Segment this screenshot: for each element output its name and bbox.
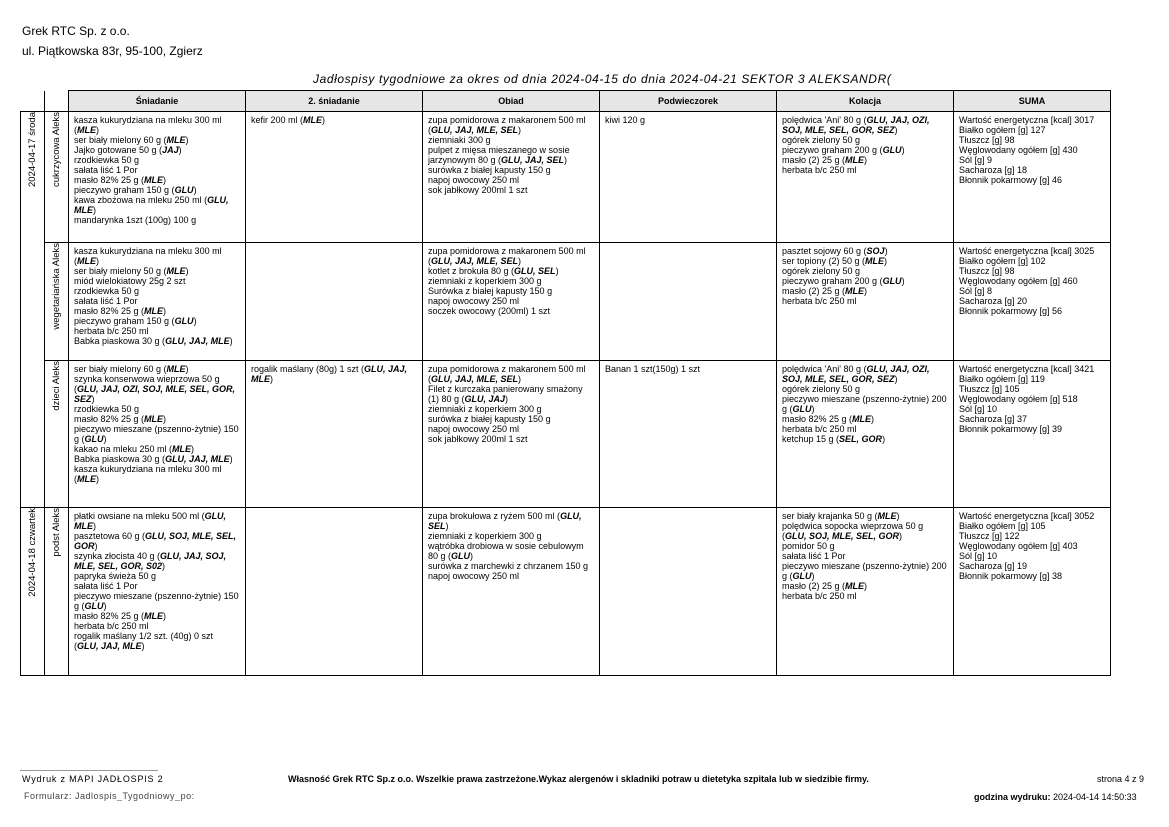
day-date-cell xyxy=(21,112,45,508)
column-header: Podwieczorek xyxy=(600,91,777,112)
diet-cell xyxy=(45,508,69,676)
breakfast-cell xyxy=(69,112,246,243)
menu-item-line: Babka piaskowa 30 g (GLU, JAJ, MLE) xyxy=(74,336,233,346)
footer-divider xyxy=(20,770,158,771)
menu-item-line: g (GLU) xyxy=(782,404,815,414)
menu-item-line: (MLE) xyxy=(74,125,99,135)
diet-name-label: wegetariańska Aleks xyxy=(50,243,62,330)
afternoon-snack-cell xyxy=(600,112,777,243)
diet-cell xyxy=(45,243,69,361)
dinner-cell xyxy=(777,508,954,676)
menu-item-line: (MLE) xyxy=(74,474,99,484)
menu-item-line: g (GLU) xyxy=(782,571,815,581)
afternoon-snack-cell xyxy=(600,243,777,361)
weekly-menu-table xyxy=(20,90,1111,676)
menu-item-line: ketchup 15 g (SEL, GOR) xyxy=(782,434,886,444)
menu-item-line: (1) 80 g (GLU, JAJ) xyxy=(428,394,509,404)
nutrition-value: Tłuszcz [g] 98 xyxy=(959,135,1015,145)
menu-item-line: szynka złocista 40 g (GLU, JAJ, SOJ, xyxy=(74,551,227,561)
menu-item-line: szynka konserwowa wieprzowa 50 g xyxy=(74,374,220,384)
lunch-cell xyxy=(423,243,600,361)
menu-item-line: ziemniaki z koperkiem 300 g xyxy=(428,531,542,541)
menu-item-line: ziemniaki z koperkiem 300 g xyxy=(428,276,542,286)
menu-item-line: pieczywo graham 150 g (GLU) xyxy=(74,316,197,326)
column-header: SUMA xyxy=(954,91,1111,112)
menu-row xyxy=(21,243,1111,361)
menu-item-line: ogórek zielony 50 g xyxy=(782,135,861,145)
menu-item-line: masło (2) 25 g (MLE) xyxy=(782,286,868,296)
menu-item-line: kakao na mleku 250 ml (MLE) xyxy=(74,444,195,454)
menu-item-line: herbata b/c 250 ml xyxy=(782,424,857,434)
menu-row xyxy=(21,508,1111,676)
nutrition-value: Białko ogółem [g] 119 xyxy=(959,374,1045,384)
menu-item-line: (GLU, JAJ, MLE, SEL) xyxy=(428,256,522,266)
menu-item-line: ser biały mielony 60 g (MLE) xyxy=(74,364,189,374)
company-name: Grek RTC Sp. z o.o. xyxy=(22,24,130,38)
summary-cell xyxy=(954,112,1111,243)
diet-cell xyxy=(45,112,69,243)
menu-item-line: masło (2) 25 g (MLE) xyxy=(782,155,868,165)
menu-item-line: kiwi 120 g xyxy=(605,115,646,125)
nutrition-value: Błonnik pokarmowy [g] 46 xyxy=(959,175,1063,185)
menu-item-line: 80 g (GLU) xyxy=(428,551,474,561)
nutrition-value: Sacharoza [g] 19 xyxy=(959,561,1028,571)
menu-item-line: herbata b/c 250 ml xyxy=(782,591,857,601)
menu-item-line: herbata b/c 250 ml xyxy=(74,326,149,336)
menu-item-line: ziemniaki z koperkiem 300 g xyxy=(428,404,542,414)
diet-cell xyxy=(45,361,69,508)
footer-form-name: Formularz: Jadlospis_Tygodniowy_po: xyxy=(24,791,195,801)
nutrition-value: Wartość energetyczna [kcal] 3017 xyxy=(959,115,1095,125)
menu-item-line: masło 82% 25 g (MLE) xyxy=(74,414,167,424)
menu-item-line: herbata b/c 250 ml xyxy=(74,621,149,631)
menu-item-line: papryka świeża 50 g xyxy=(74,571,157,581)
menu-item-line: Banan 1 szt(150g) 1 szt xyxy=(605,364,701,374)
menu-item-line: miód wielokiatowy 25g 2 szt xyxy=(74,276,186,286)
menu-item-line: ogórek zielony 50 g xyxy=(782,384,861,394)
menu-item-line: ser topiony (2) 50 g (MLE) xyxy=(782,256,888,266)
second-breakfast-cell xyxy=(246,508,423,676)
menu-item-line: surówka z marchewki z chrzanem 150 g xyxy=(428,561,589,571)
menu-item-line: pasztet sojowy 60 g (SOJ) xyxy=(782,246,888,256)
nutrition-value: Wartość energetyczna [kcal] 3421 xyxy=(959,364,1095,374)
menu-item-line: zupa pomidorowa z makaronem 500 ml xyxy=(428,246,586,256)
menu-item-line: pieczywo mieszane (pszenno-żytnie) 200 xyxy=(782,561,947,571)
menu-item-line: sałata liść 1 Por xyxy=(74,165,138,175)
menu-item-line: masło (2) 25 g (MLE) xyxy=(782,581,868,591)
menu-item-line: (MLE) xyxy=(74,256,99,266)
menu-item-line: (GLU, JAJ, MLE) xyxy=(74,641,145,651)
menu-item-line: kefir 200 ml (MLE) xyxy=(251,115,326,125)
column-header: Obiad xyxy=(423,91,600,112)
menu-row xyxy=(21,112,1111,243)
summary-cell xyxy=(954,508,1111,676)
menu-item-line: kotlet z brokuła 80 g (GLU, SEL) xyxy=(428,266,559,276)
nutrition-value: Sacharoza [g] 37 xyxy=(959,414,1028,424)
menu-item-line: pieczywo mieszane (pszenno-żytnie) 200 xyxy=(782,394,947,404)
menu-item-line: zupa pomidorowa z makaronem 500 ml xyxy=(428,364,586,374)
menu-item-line: rzodkiewka 50 g xyxy=(74,404,140,414)
menu-item-line: sałata liść 1 Por xyxy=(782,551,846,561)
dinner-cell xyxy=(777,112,954,243)
menu-item-line: zupa pomidorowa z makaronem 500 ml xyxy=(428,115,586,125)
breakfast-cell xyxy=(69,361,246,508)
menu-item-line: ser biały mielony 50 g (MLE) xyxy=(74,266,189,276)
nutrition-value: Sól [g] 10 xyxy=(959,551,998,561)
menu-item-line: herbata b/c 250 ml xyxy=(782,165,857,175)
menu-item-line: napoj owocowy 250 ml xyxy=(428,424,520,434)
menu-item-line: pieczywo mieszane (pszenno-żytnie) 150 xyxy=(74,591,239,601)
menu-item-line: pieczywo mieszane (pszenno-żytnie) 150 xyxy=(74,424,239,434)
menu-item-line: kasza kukurydziana na mleku 300 ml xyxy=(74,246,222,256)
menu-item-line: polędwica 'Ani' 80 g (GLU, JAJ, OZI, xyxy=(782,115,930,125)
menu-item-line: SEZ) xyxy=(74,394,95,404)
footer-printed-by: Wydruk z MAPI JADŁOSPIS 2 xyxy=(22,774,164,784)
menu-item-line: kawa zbożowa na mleku 250 ml (GLU, xyxy=(74,195,229,205)
menu-item-line: Surówka z białej kapusty 150 g xyxy=(428,286,553,296)
dinner-cell xyxy=(777,243,954,361)
menu-item-line: MLE, SEL, GOR, S02) xyxy=(74,561,166,571)
breakfast-cell xyxy=(69,508,246,676)
menu-item-line: masło 82% 25 g (MLE) xyxy=(782,414,875,424)
lunch-cell xyxy=(423,508,600,676)
nutrition-value: Wartość energetyczna [kcal] 3025 xyxy=(959,246,1095,256)
menu-item-line: soczek owocowy (200ml) 1 szt xyxy=(428,306,551,316)
menu-item-line: pieczywo graham 150 g (GLU) xyxy=(74,185,197,195)
menu-item-line: jarzynowym 80 g (GLU, JAJ, SEL) xyxy=(428,155,568,165)
company-address: ul. Piątkowska 83r, 95-100, Zgierz xyxy=(22,44,203,58)
lunch-cell xyxy=(423,361,600,508)
column-header: Kolacja xyxy=(777,91,954,112)
nutrition-value: Węglowodany ogółem [g] 430 xyxy=(959,145,1078,155)
menu-item-line: SOJ, MLE, SEL, GOR, SEZ) xyxy=(782,374,898,384)
nutrition-value: Wartość energetyczna [kcal] 3052 xyxy=(959,511,1095,521)
menu-item-line: kasza kukurydziana na mleku 300 ml xyxy=(74,115,222,125)
menu-item-line: Jajko gotowane 50 g (JAJ) xyxy=(74,145,182,155)
nutrition-value: Węglowodany ogółem [g] 518 xyxy=(959,394,1078,404)
menu-item-line: rzodkiewka 50 g xyxy=(74,286,140,296)
header-blank xyxy=(45,91,69,112)
nutrition-value: Węglowodany ogółem [g] 460 xyxy=(959,276,1078,286)
print-time-label: godzina wydruku: xyxy=(974,792,1051,802)
menu-item-line: masło 82% 25 g (MLE) xyxy=(74,611,167,621)
second-breakfast-cell xyxy=(246,243,423,361)
menu-item-line: kasza kukurydziana na mleku 300 ml xyxy=(74,464,222,474)
menu-item-line: mandarynka 1szt (100g) 100 g xyxy=(74,215,197,225)
menu-item-line: SEL) xyxy=(428,521,449,531)
menu-item-line: surówka z białej kapusty 150 g xyxy=(428,165,551,175)
menu-item-line: napoj owocowy 250 ml xyxy=(428,296,520,306)
menu-item-line: napoj owocowy 250 ml xyxy=(428,175,520,185)
column-header: Śniadanie xyxy=(69,91,246,112)
menu-item-line: ogórek zielony 50 g xyxy=(782,266,861,276)
menu-item-line: g (GLU) xyxy=(74,601,107,611)
summary-cell xyxy=(954,361,1111,508)
nutrition-value: Sacharoza [g] 18 xyxy=(959,165,1028,175)
menu-item-line: wątróbka drobiowa w sosie cebulowym xyxy=(428,541,584,551)
menu-item-line: napoj owocowy 250 ml xyxy=(428,571,520,581)
menu-item-line: MLE) xyxy=(251,374,273,384)
footer-ownership-note: Własność Grek RTC Sp.z o.o. Wszelkie prawa zastrzeżone.Wykaz alergenów i skladniki potraw u dietetyka szpitala lub w siedzibie firmy. xyxy=(288,774,869,784)
menu-item-line: pieczywo graham 200 g (GLU) xyxy=(782,276,905,286)
menu-item-line: ser biały krajanka 50 g (MLE) xyxy=(782,511,900,521)
menu-item-line: (GLU, JAJ, OZI, SOJ, MLE, SEL, GOR, xyxy=(74,384,236,394)
menu-item-line: pieczywo graham 200 g (GLU) xyxy=(782,145,905,155)
nutrition-value: Węglowodany ogółem [g] 403 xyxy=(959,541,1078,551)
menu-item-line: herbata b/c 250 ml xyxy=(782,296,857,306)
afternoon-snack-cell xyxy=(600,361,777,508)
menu-item-line: Filet z kurczaka panierowany smażony xyxy=(428,384,583,394)
menu-item-line: SOJ, MLE, SEL, GOR, SEZ) xyxy=(782,125,898,135)
second-breakfast-cell xyxy=(246,112,423,243)
menu-item-line: rzodkiewka 50 g xyxy=(74,155,140,165)
print-time-value: 2024-04-14 14:50:33 xyxy=(1053,792,1137,802)
menu-item-line: pasztetowa 60 g (GLU, SOJ, MLE, SEL, xyxy=(74,531,237,541)
menu-item-line: zupa brokułowa z ryżem 500 ml (GLU, xyxy=(428,511,582,521)
column-header: 2. śniadanie xyxy=(246,91,423,112)
print-timestamp xyxy=(974,792,1137,802)
menu-item-line: sok jabłkowy 200ml 1 szt xyxy=(428,434,528,444)
menu-item-line: pulpet z mięsa mieszanego w sosie xyxy=(428,145,570,155)
menu-item-line: surówka z białej kapusty 150 g xyxy=(428,414,551,424)
day-date-label: 2024-04-17 środa xyxy=(26,112,38,187)
menu-item-line: pomidor 50 g xyxy=(782,541,835,551)
menu-item-line: sok jabłkowy 200ml 1 szt xyxy=(428,185,528,195)
menu-item-line: g (GLU) xyxy=(74,434,107,444)
page-number: strona 4 z 9 xyxy=(1097,774,1145,784)
menu-item-line: MLE) xyxy=(74,205,96,215)
nutrition-value: Tłuszcz [g] 98 xyxy=(959,266,1015,276)
header-row xyxy=(21,91,1111,112)
menu-item-line: (GLU, SOJ, MLE, SEL, GOR) xyxy=(782,531,903,541)
diet-name-label: cukrzycowa Aleks xyxy=(50,112,62,187)
menu-item-line: (GLU, JAJ, MLE, SEL) xyxy=(428,125,522,135)
nutrition-value: Białko ogółem [g] 127 xyxy=(959,125,1046,135)
menu-item-line: masło 82% 25 g (MLE) xyxy=(74,175,167,185)
nutrition-value: Błonnik pokarmowy [g] 39 xyxy=(959,424,1063,434)
menu-item-line: GOR) xyxy=(74,541,98,551)
menu-item-line: polędwica sopocka wieprzowa 50 g xyxy=(782,521,924,531)
menu-item-line: (GLU, JAJ, MLE, SEL) xyxy=(428,374,522,384)
menu-item-line: rogalik maślany 1/2 szt. (40g) 0 szt xyxy=(74,631,214,641)
lunch-cell xyxy=(423,112,600,243)
menu-item-line: ziemniaki 300 g xyxy=(428,135,491,145)
breakfast-cell xyxy=(69,243,246,361)
diet-name-label: dzieci Aleks xyxy=(50,361,62,411)
menu-item-line: masło 82% 25 g (MLE) xyxy=(74,306,167,316)
nutrition-value: Sól [g] 8 xyxy=(959,286,993,296)
nutrition-value: Sacharoza [g] 20 xyxy=(959,296,1028,306)
afternoon-snack-cell xyxy=(600,508,777,676)
nutrition-value: Tłuszcz [g] 122 xyxy=(959,531,1020,541)
nutrition-value: Tłuszcz [g] 105 xyxy=(959,384,1020,394)
nutrition-value: Błonnik pokarmowy [g] 56 xyxy=(959,306,1063,316)
menu-item-line: ser biały mielony 60 g (MLE) xyxy=(74,135,189,145)
day-date-label: 2024-04-18 czwartek xyxy=(26,508,38,597)
nutrition-value: Białko ogółem [g] 105 xyxy=(959,521,1046,531)
menu-item-line: Babka piaskowa 30 g (GLU, JAJ, MLE) xyxy=(74,454,233,464)
diet-name-label: podst Aleks xyxy=(50,508,62,557)
document-title: Jadłospisy tygodniowe za okres od dnia 2024-04-15 do dnia 2024-04-21 SEKTOR 3 ALEKSANDR( xyxy=(313,72,892,86)
nutrition-value: Błonnik pokarmowy [g] 38 xyxy=(959,571,1063,581)
menu-row xyxy=(21,361,1111,508)
menu-item-line: rogalik maślany (80g) 1 szt (GLU, JAJ, xyxy=(251,364,408,374)
menu-item-line: płatki owsiane na mleku 500 ml (GLU, xyxy=(74,511,227,521)
nutrition-value: Sól [g] 9 xyxy=(959,155,993,165)
menu-item-line: MLE) xyxy=(74,521,96,531)
day-date-cell xyxy=(21,508,45,676)
menu-item-line: sałata liść 1 Por xyxy=(74,296,138,306)
summary-cell xyxy=(954,243,1111,361)
nutrition-value: Białko ogółem [g] 102 xyxy=(959,256,1046,266)
nutrition-value: Sól [g] 10 xyxy=(959,404,998,414)
menu-item-line: sałata liść 1 Por xyxy=(74,581,138,591)
dinner-cell xyxy=(777,361,954,508)
header-blank xyxy=(21,91,45,112)
second-breakfast-cell xyxy=(246,361,423,508)
menu-item-line: polędwica 'Ani' 80 g (GLU, JAJ, OZI, xyxy=(782,364,930,374)
